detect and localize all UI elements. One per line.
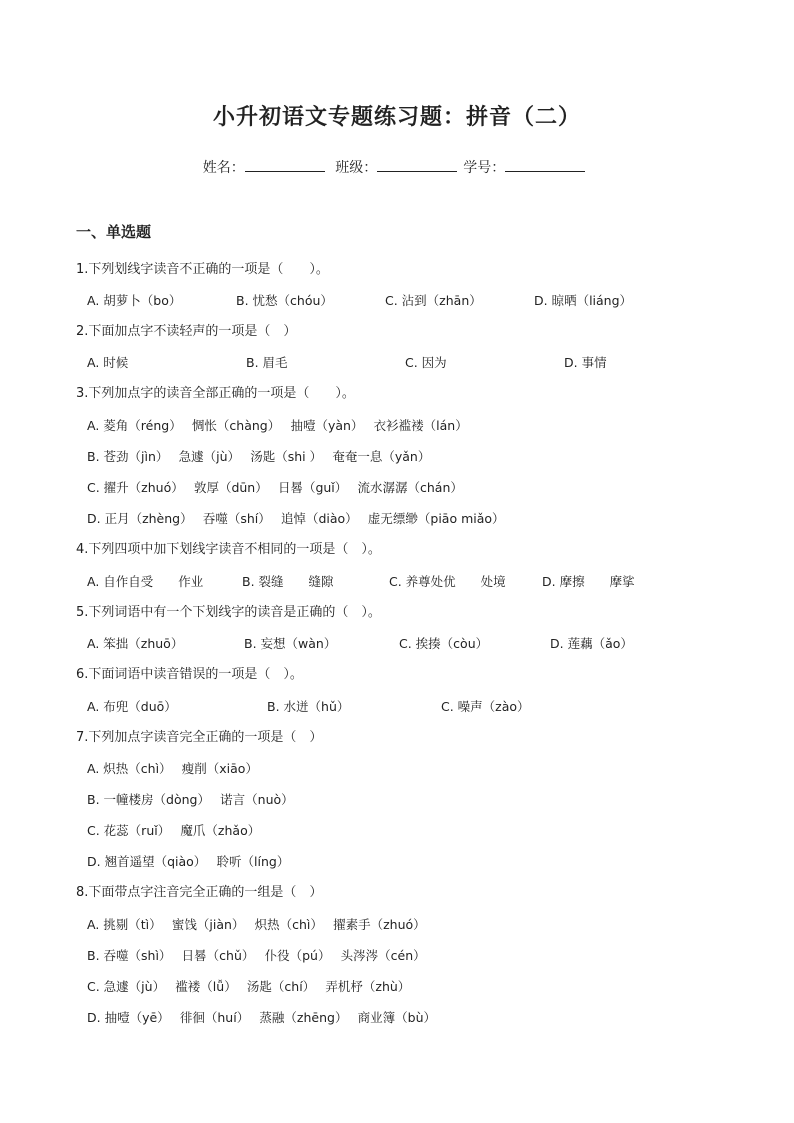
question-stem: 6.下面词语中读音错误的一项是（ ）。 — [76, 667, 303, 682]
id-label: 学号： — [463, 160, 506, 176]
option-c: C. 挨揍（còu） — [399, 636, 489, 651]
option-a: A. 时候 — [87, 355, 129, 370]
question-stem: 4.下列四项中加下划线字读音不相同的一项是（ ）。 — [76, 542, 381, 557]
question-stem: 5.下列词语中有一个下划线字的读音是正确的（ ）。 — [76, 605, 381, 620]
option-c: C. 养尊处优 处境 — [389, 574, 506, 589]
option-b: B. 水迸（hǔ） — [267, 699, 350, 714]
option-d: D. 正月（zhèng） 吞噬（shí） 追悼（diào） 虚无缥缈（piāo miǎo） — [87, 511, 505, 526]
option-c: C. 擢升（zhuó） 敦厚（dūn） 日晷（guǐ） 流水潺潺（chán） — [87, 480, 463, 495]
option-d: D. 晾晒（liáng） — [534, 293, 633, 308]
option-a: A. 炽热（chì） 瘦削（xiāo） — [87, 761, 258, 776]
option-a: A. 笨拙（zhuō） — [87, 636, 184, 651]
option-a: A. 胡萝卜（bo） — [87, 293, 182, 308]
class-label: 班级： — [335, 160, 378, 176]
question-stem: 2.下面加点字不读轻声的一项是（ ） — [76, 324, 297, 339]
id-blank[interactable] — [505, 157, 585, 172]
page-title: 小升初语文专题练习题：拼音（二） — [212, 105, 581, 130]
student-info — [0, 157, 794, 177]
option-b: B. 一幢楼房（dòng） 诺言（nuò） — [87, 792, 294, 807]
option-d: D. 摩擦 摩挲 — [542, 574, 635, 589]
option-b: B. 妄想（wàn） — [244, 636, 337, 651]
option-d: D. 抽噎（yē） 徘徊（huí） 蒸融（zhēng） 商业簿（bù） — [87, 1010, 437, 1025]
option-c: C. 噪声（zào） — [441, 699, 530, 714]
option-b: B. 眉毛 — [246, 355, 288, 370]
option-b: B. 苍劲（jìn） 急遽（jù） 汤匙（shi ） 奄奄一息（yǎn） — [87, 449, 431, 464]
question-stem: 7.下列加点字读音完全正确的一项是（ ） — [76, 730, 323, 745]
section-heading: 一、单选题 — [76, 223, 152, 241]
option-c: C. 因为 — [405, 355, 447, 370]
option-d: D. 翘首遥望（qiào） 聆听（líng） — [87, 854, 290, 869]
class-blank[interactable] — [377, 157, 457, 172]
option-a: A. 挑剔（tì） 蜜饯（jiàn） 炽热（chì） 擢素手（zhuó） — [87, 917, 426, 932]
option-b: B. 忧愁（chóu） — [236, 293, 333, 308]
option-a: A. 布兜（duō） — [87, 699, 177, 714]
name-label: 姓名： — [202, 160, 245, 176]
question-stem: 8.下面带点字注音完全正确的一组是（ ） — [76, 885, 323, 900]
option-b: B. 裂缝 缝隙 — [242, 574, 334, 589]
option-a: A. 自作自受 作业 — [87, 574, 204, 589]
option-a: A. 菱角（réng） 惆怅（chàng） 抽噎（yàn） 衣衫褴褛（lán） — [87, 418, 468, 433]
question-stem: 1.下列划线字读音不正确的一项是（ ）。 — [76, 262, 329, 277]
name-blank[interactable] — [245, 157, 325, 172]
option-d: D. 事情 — [564, 355, 607, 370]
option-c: C. 花蕊（ruǐ） 魔爪（zhǎo） — [87, 823, 261, 838]
option-c: C. 沾到（zhān） — [385, 293, 482, 308]
option-b: B. 吞噬（shì） 日晷（chǔ） 仆役（pú） 头涔涔（cén） — [87, 948, 426, 963]
option-c: C. 急遽（jù） 褴褛（lǚ） 汤匙（chí） 弄机杼（zhù） — [87, 979, 411, 994]
option-d: D. 莲藕（ǎo） — [550, 636, 633, 651]
question-stem: 3.下列加点字的读音全部正确的一项是（ ）。 — [76, 386, 355, 401]
